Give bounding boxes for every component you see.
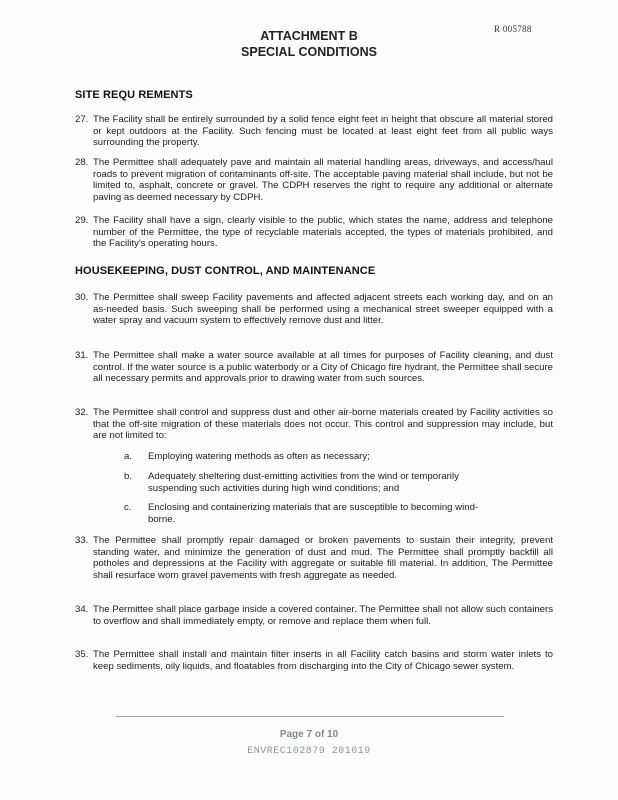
sub-item-text: Enclosing and containerizing materials that are susceptible to becoming wind-borne. (148, 502, 479, 525)
item-text: The Facility shall be entirely surrounded by a solid fence eight feet in height that obscure all material stored or kept outdoors at the Facility. Such fencing must be located at least eight feet from all public ways surrounding the property. (93, 114, 553, 149)
condition-item-33 (75, 535, 553, 581)
item-number: 31. (75, 350, 89, 361)
item-number: 28. (75, 157, 89, 168)
item-text: The Permittee shall make a water source available at all times for purposes of Facility cleaning, and dust control. If the water source is a public waterbody or a City of Chicago fire hydrant, the Permittee shall secure all necessary permits and approvals prior to drawing water from such sources. (93, 350, 553, 385)
condition-item-31 (75, 350, 553, 385)
section-heading-housekeeping: HOUSEKEEPING, DUST CONTROL, AND MAINTENANCE (75, 265, 376, 277)
item-text: The Permittee shall install and maintain filter inserts in all Facility catch basins and storm water inlets to keep sediments, oily liquids, and floatables from discharging into the City of Chicago sewer system. (93, 649, 553, 672)
item-text: The Permittee shall adequately pave and maintain all material handling areas, driveways, and access/haul roads to prevent migration of contaminants off-site. The acceptable paving material shall include, but not be limited to, asphalt, concrete or gravel. The CDPH reserves the right to require any additional or alternate paving as deemed necessary by CDPH. (93, 157, 553, 203)
item-number: 33. (75, 535, 89, 546)
item-number: 27. (75, 114, 89, 125)
item-text: The Permittee shall control and suppress dust and other air-borne materials created by Facility activities so that the off-site migration of these materials does not occur. This control and suppression may include, but are not limited to: (93, 407, 553, 442)
title-special-conditions: SPECIAL CONDITIONS (241, 45, 377, 59)
sub-item-c (124, 502, 484, 525)
sub-item-a (124, 451, 484, 463)
item-number: 29. (75, 215, 89, 226)
item-text: The Permittee shall place garbage inside a covered container. The Permittee shall not allow such containers to overflow and shall immediately empty, or remove and replace them when full. (93, 604, 553, 627)
condition-item-29 (75, 215, 553, 250)
condition-item-27 (75, 114, 553, 149)
condition-item-30 (75, 292, 553, 327)
footer-divider (116, 716, 504, 717)
sub-item-letter: c. (124, 502, 132, 513)
condition-item-34 (75, 604, 553, 627)
item-number: 30. (75, 292, 89, 303)
item-number: 35. (75, 649, 89, 660)
item-number: 34. (75, 604, 89, 615)
bates-reference: R 005788 (494, 24, 532, 34)
sub-item-text: Adequately sheltering dust-emitting activities from the wind or temporarily suspending such activities during high wind conditions; and (148, 471, 459, 494)
item-text: The Facility shall have a sign, clearly visible to the public, which states the name, address and telephone number of the Permittee, the type of recyclable materials accepted, the types of materials prohibited, and the Facility's operating hours. (93, 215, 553, 250)
sub-item-text: Employing watering methods as often as necessary; (148, 451, 370, 462)
condition-item-28 (75, 157, 553, 203)
item-number: 32. (75, 407, 89, 418)
sub-item-b (124, 471, 484, 494)
title-attachment: ATTACHMENT B (260, 29, 358, 43)
condition-item-32 (75, 407, 553, 442)
document-stamp: ENVREC102879 201019 (247, 746, 371, 757)
sub-item-letter: b. (124, 471, 133, 482)
item-text: The Permittee shall sweep Facility pavements and affected adjacent streets each working day, and on an as-needed basis. Such sweeping shall be performed using a mechanical street sweeper equipped with a water spray and vacuum system to effectively remove dust and litter. (93, 292, 553, 327)
item-text: The Permittee shall promptly repair damaged or broken pavements to sustain their integrity, prevent standing water, and minimize the generation of dust and mud. The Permittee shall promptly backfill all potholes and depressions at the Facility with aggregate or suitable fill material. In addition, The Permittee shall resurface worn gravel pavements with fresh aggregate as needed. (93, 535, 553, 581)
section-heading-site: SITE REQU REMENTS (75, 89, 193, 101)
sub-item-letter: a. (124, 451, 133, 462)
page-number: Page 7 of 10 (279, 729, 339, 740)
condition-item-35 (75, 649, 553, 672)
page-title (0, 28, 618, 60)
